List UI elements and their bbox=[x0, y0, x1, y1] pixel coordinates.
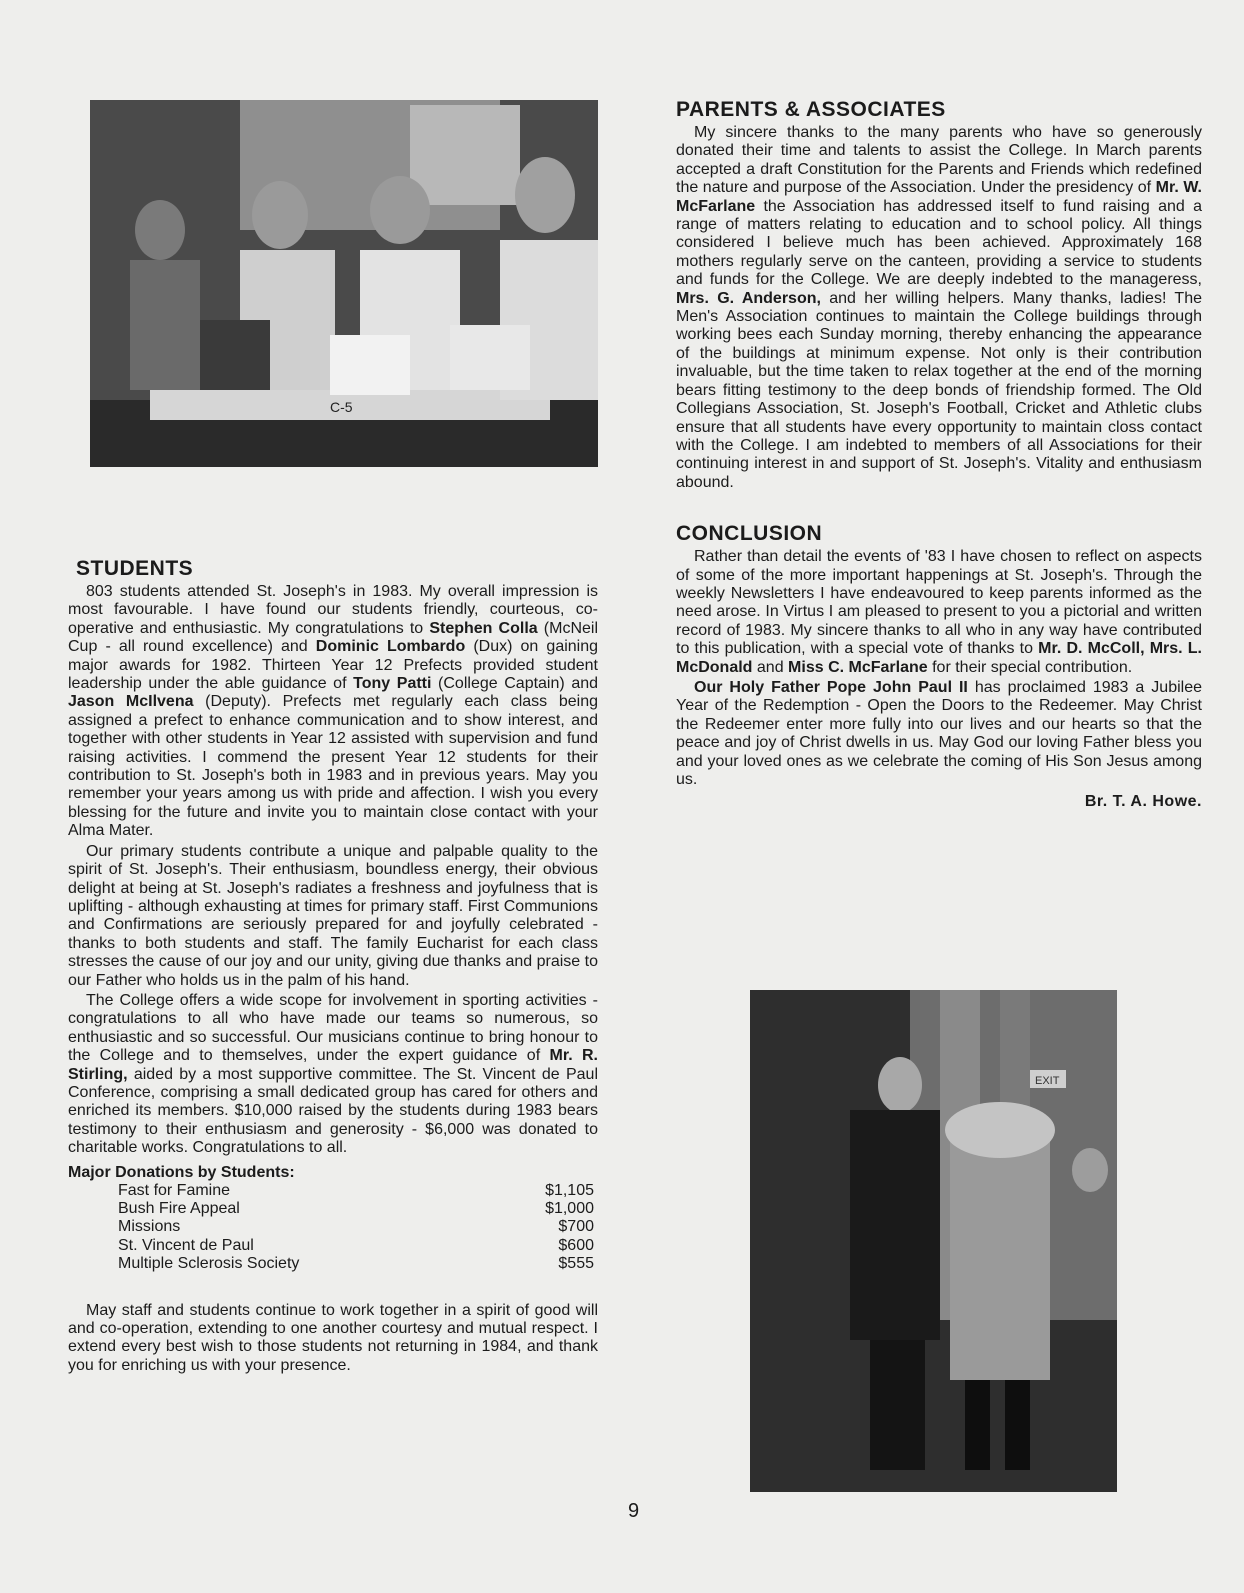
canteen-box-label: C-5 bbox=[330, 399, 353, 415]
conclusion-heading: CONCLUSION bbox=[676, 522, 823, 546]
conclusion-paragraph-2: Our Holy Father Pope John Paul II has proclaimed 1983 a Jubilee Year of the Redemption - Open the Doors to the Redeemer. May Christ the Redeemer enter more fully into our lives and our hearts so that the peace and joy of Christ dwells in us. May God our loving Father bless you and your loved ones as we celebrate the coming of His Son Jesus among us. bbox=[676, 678, 1202, 788]
canteen-mothers-photo bbox=[90, 100, 598, 467]
parents-paragraph: My sincere thanks to the many parents who have so generously donated their time and talents to assist the College. In March parents accepted a draft Constitution for the Parents and Friends which redefined the nature and purpose of the Association. Under the presidency of Mr. W. McFarlane the Association has addressed itself to fund raising and a range of matters relating to education and to school policy. All things considered I believe much has been achieved. Approximately 168 mothers regularly serve on the canteen, providing a service to students and funds for the College. We are deeply indebted to the manageress, Mrs. G. Anderson, and her willing helpers. Many thanks, ladies! The Men's Association continues to maintain the College buildings through working bees each Sunday morning, thereby enhancing the appearance of the buildings at minimum expense. Not only is their contribution invaluable, but the time taken to relax together at the end of the morning bears fitting testimony to the deep bonds of friendship formed. The Old Collegians Association, St. Joseph's Football, Cricket and Athletic clubs ensure that all students have every opportunity to maintain closs contact with the College. I am indebted to members of all Associations for their continuing interest in and support of St. Joseph's. Vitality and enthusiasm abound. bbox=[676, 124, 1203, 491]
left-column bbox=[68, 100, 598, 1375]
exit-sign: EXIT bbox=[1035, 1075, 1060, 1087]
donation-row: Multiple Sclerosis Society $555 bbox=[118, 1255, 594, 1273]
students-heading: STUDENTS bbox=[76, 557, 194, 580]
right-column bbox=[676, 98, 1202, 811]
parents-heading: PARENTS & ASSOCIATES bbox=[676, 98, 946, 121]
donation-row: Bush Fire Appeal $1,000 bbox=[118, 1200, 594, 1217]
students-closing-paragraph: May staff and students continue to work together in a spirit of good will and co-operation, extending to one another courtesy and mutual respect. I extend every best wish to those students not returning in 1984, and thank you for enriching us with your presence. bbox=[68, 1301, 598, 1374]
donation-row: Fast for Famine $1,105 bbox=[118, 1181, 594, 1199]
donations-list bbox=[68, 1182, 598, 1274]
costume-event-photo bbox=[750, 990, 1117, 1492]
donation-row: Missions $700 bbox=[118, 1218, 594, 1236]
students-paragraph-2: Our primary students contribute a unique and palpable quality to the spirit of St. Joseph's. Their enthusiasm, boundless energy, their obvious delight at being at St. Joseph's radiates a freshness and joyfulness that is uplifting - although exhausting at times for primary staff. First Communions and Confirmations are seriously prepared for and joyfully celebrated - thanks to both students and staff. The family Eucharist for each class stresses the cause of our joy and our unity, giving due thanks and praise to our Father who holds us in the palm of his hand. bbox=[68, 842, 598, 989]
donations-heading: Major Donations by Students: bbox=[68, 1163, 295, 1181]
students-paragraph-1: 803 students attended St. Joseph's in 1983. My overall impression is most favourable. I have found our students friendly, courteous, co-operative and enthusiastic. My congratulations to Stephen Colla (McNeil Cup - all round excellence) and Dominic Lombardo (Dux) on gaining major awards for 1982. Thirteen Year 12 Prefects provided student leadership under the able guidance of Tony Patti (College Captain) and Jason McIlvena (Deputy). Prefects met regularly each class being assigned a prefect to enhance communication and to show interest, and together with other students in Year 12 assisted with supervision and fund raising activities. I commend the present Year 12 students for their contribution to St. Joseph's both in 1983 and in previous years. May you remember your years among us with pride and affection. I wish you every blessing for the future and invite you to maintain close contact with your Alma Mater. bbox=[68, 583, 599, 840]
page-number: 9 bbox=[628, 1500, 640, 1522]
signature: Br. T. A. Howe. bbox=[1084, 793, 1202, 811]
donation-row: St. Vincent de Paul $600 bbox=[118, 1236, 594, 1254]
students-paragraph-3: The College offers a wide scope for involvement in sporting activities - congratulations to all who have made our teams so numerous, so enthusiastic and so successful. Our musicians continue to bring honour to the College and to themselves, under the expert guidance of Mr. R. Stirling, aided by a most supportive committee. The St. Vincent de Paul Conference, comprising a small dedicated group has cared for others and enriched its members. $10,000 raised by the students during 1983 bears testimony to their enthusiasm and generosity - $6,000 was donated to charitable works. Congratulations to all. bbox=[68, 991, 599, 1157]
conclusion-paragraph-1: Rather than detail the events of '83 I have chosen to reflect on aspects of some of the more important happenings at St. Joseph's. Through the weekly Newsletters I have endeavoured to keep parents informed as the need arose. In Virtus I am pleased to present to you a pictorial and written record of 1983. My sincere thanks to all who in any way have contributed to this publication, with a special vote of thanks to Mr. D. McColl, Mrs. L. McDonald and Miss C. McFarlane for their special contribution. bbox=[676, 548, 1202, 676]
